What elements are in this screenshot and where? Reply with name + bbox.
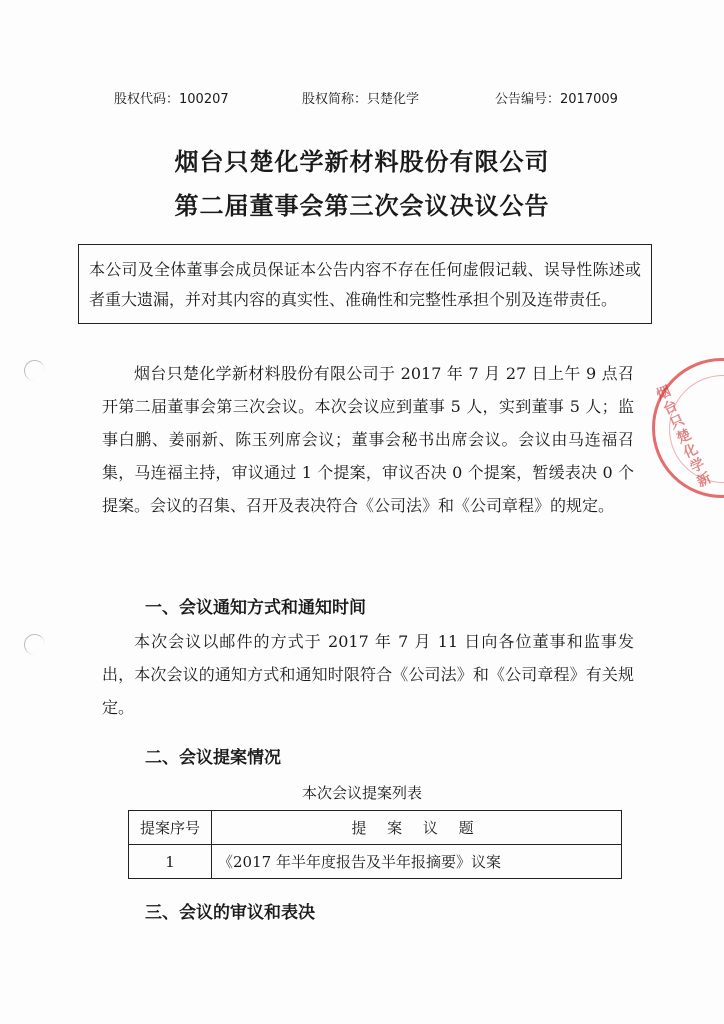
punch-hole-mark	[24, 360, 45, 381]
meeting-summary-paragraph: 烟台只楚化学新材料股份有限公司于 2017 年 7 月 27 日上午 9 点召开第二届董事会第三次会议。本次会议应到董事 5 人，实到董事 5 人；监事白鹏、姜丽新、陈玉列席会议；董事会秘书出席会议。会议由马连福召集，马连福主持，审议通过 1 个提案，审议否决 0 个提案，暂缓表决 0 个提案。会议的召集、召开及表决符合《公司法》和《公司章程》的规定。	[102, 364, 634, 515]
table-caption: 本次会议提案列表	[301, 784, 422, 802]
stock-abbreviation: 股权简称：只楚化学	[302, 92, 420, 107]
company-seal	[652, 358, 724, 498]
company-title: 烟台只楚化学新材料股份有限公司	[174, 148, 550, 176]
proposal-title: 《2017 年半年度报告及半年报摘要》议案	[212, 845, 622, 879]
table-row	[129, 845, 622, 879]
announcement-title: 第二届董事会第三次会议决议公告	[174, 192, 550, 220]
seal-text: 烟台只楚化学新	[652, 382, 714, 492]
column-header-no: 提案序号	[129, 811, 212, 845]
disclaimer-box: 本公司及全体董事会成员保证本公告内容不存在任何虚假记载、误导性陈述或者重大遗漏，并对其内容的真实性、准确性和完整性承担个别及连带责任。	[78, 244, 652, 324]
punch-hole-mark	[24, 634, 45, 655]
column-header-title: 提 案 议 题	[212, 811, 622, 845]
section-heading-proposals: 二、会议提案情况	[145, 748, 281, 768]
stock-code: 股权代码：100207	[114, 92, 229, 107]
section-heading-review: 三、会议的审议和表决	[145, 903, 315, 923]
notice-number: 公告编号：2017009	[495, 92, 618, 107]
notice-method-paragraph: 本次会议以邮件的方式于 2017 年 7 月 11 日向各位董事和监事发出，本次会议的通知方式和通知时限符合《公司法》和《公司章程》有关规定。	[102, 632, 634, 717]
section-heading-notice: 一、会议通知方式和通知时间	[145, 598, 366, 618]
table-header-row	[129, 811, 622, 845]
proposal-number: 1	[129, 845, 212, 879]
proposal-table	[128, 810, 622, 879]
